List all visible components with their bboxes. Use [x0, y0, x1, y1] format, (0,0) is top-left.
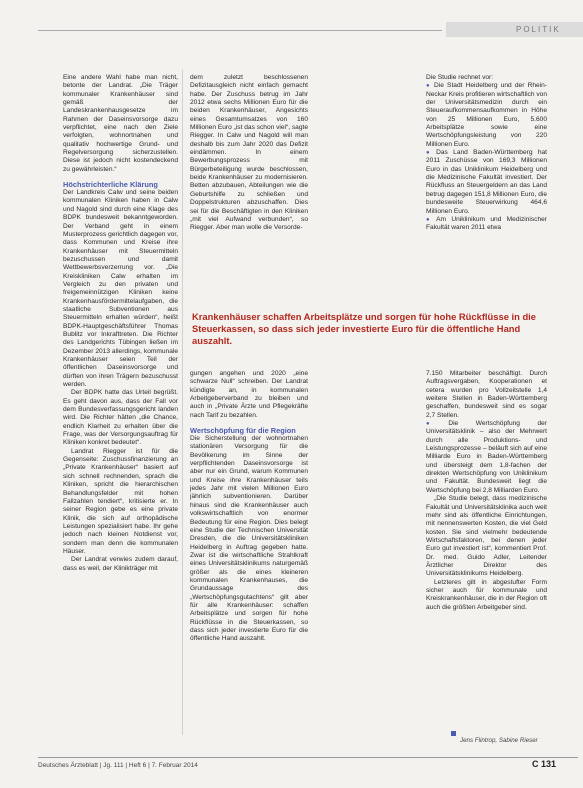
column-2-bottom	[190, 370, 308, 754]
col2-bottom-paragraph-1: gungen angehen und 2020 „eine schwarze Null“ schreiben. Der Landrat kündigte an, in kommunalen Arbeitgeberverband zu bleiben und auch in „Private Ärzte und Pflegekräfte nach Tarif zu bezahlen.	[190, 370, 308, 419]
col1-paragraph-5: Der Landrat verwies zudem darauf, dass es weil, der Klinikträger mit	[63, 556, 178, 572]
col3-bullet-3: ● Am Uniklinikum und Medizinischer Fakultät waren 2011 etwa	[426, 216, 547, 233]
footer-rule	[38, 757, 578, 758]
pull-quote: Krankenhäuser schaffen Arbeitsplätze und sorgen für hohe Rückflüsse in die Steuerkassen, so dass sich jeder investierte Euro für die öffentliche Hand auszahlt.	[192, 311, 536, 346]
col3-bottom-bullet-1: ● Die Wertschöpfung der Universitätsklinik – also der Mehrwert durch alle Produktions- und Leistungsprozesse – beläuft sich auf eine Milliarde Euro in Baden-Württemberg und übersteigt dem 1,8-fachen der direkten Wertschöpfung von Uniklinikum und Fakultät. Bundesweit liegt die Wertschöpfung bei 2,8 Milliarden Euro.	[426, 420, 547, 495]
col2-paragraph-1: dem zuletzt beschlossenen Defizitausgleich nicht einfach gemacht habe. Der Zuschuss betrug im Jahr 2012 etwa sechs Millionen Euro für die beiden Krankenhäuser, Angesichts eines Gesamtumsatzes von 160 Millionen Euro „ist das schon viel“, sagte Riegger. In Calw und Nagold will man deshalb bis zum Jahr 2020 das Defizit eindämmen. In einem Bewerbungsprozess mit Bürgerbeteiligung wurde beschlossen, beide Krankenhäuser zu modernisieren. Betten abzubauen, Abteilungen wie die Geburtshilfe zu schließen und Doppelstrukturen abzuschaffen. Dies sei für die Beschäftigten in den Kliniken „mit viel Aufwand verbunden“, so Riegger. Aber man wolle die Versorde-	[190, 74, 308, 232]
author-line: Jens Flintrop, Sabine Rieser	[460, 737, 538, 744]
footer-page-number: C 131	[532, 759, 557, 769]
col1-heading: Höchstrichterliche Klärung	[63, 180, 158, 190]
col3-intro: Die Studie rechnet vor:	[426, 74, 494, 81]
col3-bullet-2: ● Das Land Baden-Württemberg hat 2011 Zuschüsse von 169,3 Millionen Euro in das Uniklinikum Heidelberg und die Medizinische Fakultät investiert. Der Rückfluss an Steuergeldern an das Land betrug dagegen 151,8 Millionen Euro, die bundesweite Steuerwirkung 464,6 Millionen Euro.	[426, 149, 547, 216]
col1-paragraph-1: Eine andere Wahl habe man nicht, betonte der Landrat. „Die Träger kommunaler Krankenhäuser sind gemäß der Landeskrankenhausgesetze im Rahmen der Daseinsvorsorge dazu verpflichtet, eine nach den Ziele verfolgten, wohnortnahen und qualitativ hochwertige Grund- und Regelversorgung sicherzustellen. Diese ist jedoch nicht kostendeckend zu gewährleisten.“	[63, 74, 178, 173]
col1-paragraph-3: Der BDPK hatte das Urteil begrüßt. Es geht davon aus, dass der Fall vor dem Bundesverfassungsgericht landen wird. Die Richter hätten „die Chance, endlich Klarheit zu erhalten über die Frage, was der Versorgungsauftrag für Kliniken konkret bedeutet“.	[63, 389, 178, 447]
col1-paragraph-4: Landrat Riegger ist für die Gegenseite: Zuschussfinanzierung an „Private Krankenhäuser“ basiert auf sich schnell rechnenden, sprach die Kliniken, spricht die hierarchischen Behandlungsfelder mit hohen Fallzahlen tendiert“, kritisierte er. In seiner Region gebe es eine private Klinik, die sich auf orthopädische Leistungen spezialisiert habe. Ihr gehe jedoch nach kleinen Notdienst vor, sondern man denn die kommunalen Häuser.	[63, 447, 178, 555]
article-end-mark	[451, 731, 456, 736]
col3-bottom-paragraph-1: 7.150 Mitarbeiter beschäftigt. Durch Auftragsvergaben, Kooperationen et cetera wurden pro Vollzeitstelle 1,4 weitere Stellen in Baden-Württemberg geschaffen, bundesweit sind es sogar 2,7 Stellen.	[426, 370, 547, 419]
col3-bottom-paragraph-2: „Die Studie belegt, dass medizinische Fakultät und Universitätsklinika auch weit mehr sind als öffentliche Einrichtungen, mit nennenswerten Kosten, die viel Geld kosten. Sie sind vielmehr bedeutende Wirtschaftsfaktoren, bei denen jeder Euro gut investiert ist“, kommentiert Prof. Dr. med. Guido Adler, Leitender Ärztlicher Direktor des Universitätsklinikums Heidelberg.	[426, 495, 547, 578]
col2-heading: Wertschöpfung für die Region	[190, 426, 296, 436]
column-3-top	[426, 74, 547, 300]
col3-bullet-1: ● Die Stadt Heidelberg und der Rhein-Neckar Kreis profitieren wirtschaftlich von der Universitätsmedizin durch ein Steueraufkommensaufkommen in Höhe von 25 Millionen Euro, 5.600 Arbeitsplätze sowie eine Wertschöpfungsleistung von 220 Millionen Euro.	[426, 82, 547, 149]
footer-journal: Deutsches Ärzteblatt | Jg. 111 | Heft 6 | 7. Februar 2014	[38, 762, 198, 769]
column-divider	[182, 70, 183, 735]
top-rule	[38, 30, 442, 31]
column-2-top	[190, 74, 308, 300]
col1-paragraph-2: Der Landkreis Calw und seine beiden kommunalen Kliniken haben in Calw und Nagold sind durch eine Klage des BDPK bundesweit bekanntgeworden. Der Verband geht in einem Musterprozess gerichtlich dagegen vor, dass Kommunen und Kreise ihre Krankenhäuser mit Steuermitteln bezuschussen und damit Wettbewerbsverzerrung vor. „Die Kreiskliniken Calw erhalten im Vergleich zu den privaten und freigemeinnützigen Kliniken keine Krankenhausfördermittelaufgaben, die staatliche Subventionen aus Steuermitteln erhalten würden“, heißt BDPK-Hauptgeschäftsführer Thomas Bublitz vor Inkrafttreten. Die Richter des Landgerichts Tübingen ließen im Dezember 2013 allerdings, kommunale Krankenhäuser seien Teil der öffentlichen Daseinsvorsorge und dürften von ihren Trägern bezuschusst werden.	[63, 189, 178, 389]
col3-bottom-paragraph-3: Letzteres gilt in abgestufter Form sicher auch für kommunale und Kreiskrankenhäuser, die in der Region oft auch die größten Arbeitgeber sind.	[426, 578, 547, 611]
col2-bottom-paragraph-2: Die Sicherstellung der wohnortnahen stationären Versorgung für die Bevölkerung im Sinne der verpflichtenden Daseinsvorsorge ist aber nur ein Grund, warum Kommunen und Kreise ihre Krankenhäuser teils jedes Jahr mit vielen Millionen Euro jährlich subventionieren. Darüber hinaus sind die Krankenhäuser auch volkswirtschaftlich von enormer Bedeutung für eine Region. Dies belegt eine Studie der Technischen Universität Dresden, die die Universitätskliniken Heidelberg in Auftrag gegeben hatte. Zwar ist die wirtschaftliche Strahlkraft eines Universitätsklinikums naturgemäß größer als die eines kleineren kommunalen Krankenhauses, die Grundaussage des „Wertschöpfungsgutachtens“ gilt aber für alle Krankenhäuser: schaffen Arbeitsplätze und sorgen für hohe Rückflüsse in die Steuerkassen, so dass sich jeder investierte Euro für die öffentliche Hand auszahlt.	[190, 435, 308, 643]
column-1	[63, 74, 178, 754]
column-3-bottom	[426, 370, 547, 730]
section-label: POLITIK	[446, 22, 583, 37]
